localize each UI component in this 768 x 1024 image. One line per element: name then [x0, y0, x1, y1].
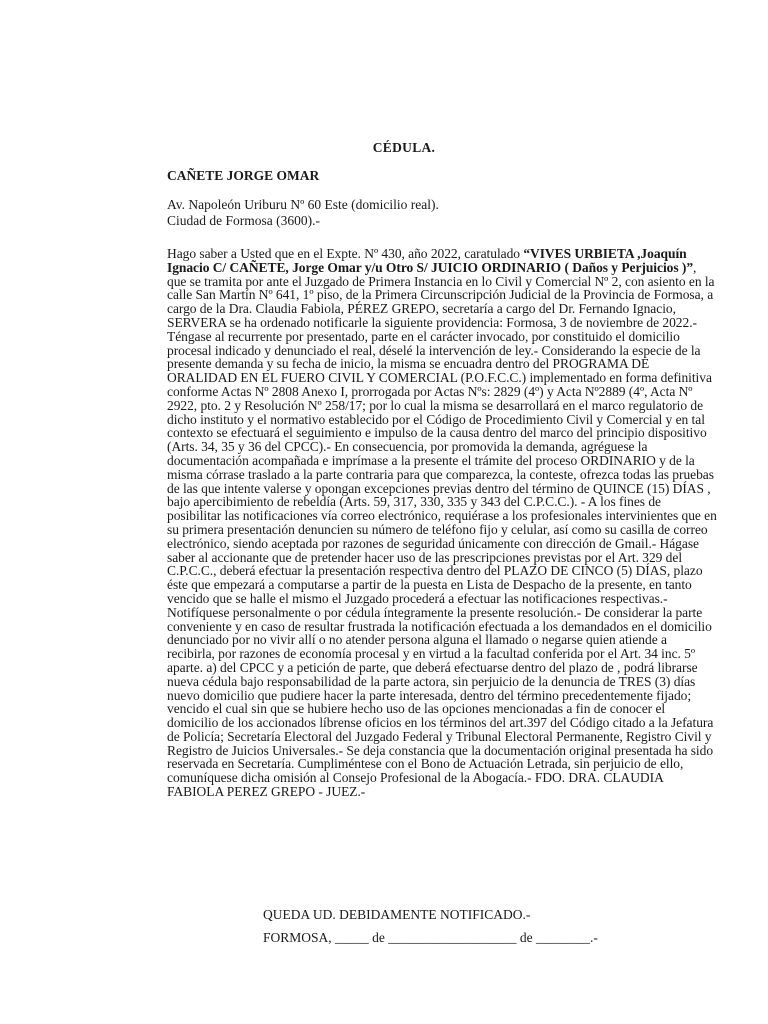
address-line-1: Av. Napoleón Uriburu Nº 60 Este (domicilio real).	[167, 197, 439, 212]
body-main-text: , que se tramita por ante el Juzgado de Primera Instancia en lo Civil y Comercial Nº 2, con asiento en la calle San Martín Nº 641, 1º piso, de la Primera Circunscripción Judicial de la Provincia de Formosa, a cargo de la Dra. Claudia Fabiola, PÉREZ GREPO, secretaría a cargo del Dr. Fernando Ignacio, SERVERA se ha ordenado notificarle la siguiente providencia: Formosa, 3 de noviembre de 2022.- Téngase al recurrente por presentado, parte en el carácter invocado, por constituido el domicilio procesal indicado y denunciado el real, déselé la intervención de ley.- Considerando la especie de la presente demanda y su fecha de inicio, la misma se encuadra dentro del PROGRAMA DE ORALIDAD EN EL FUERO CIVIL Y COMERCIAL (P.O.F.C.C.) implementado en forma definitiva conforme Actas Nº 2808 Anexo I, prorrogada por Actas Nºs: 2829 (4º) y Acta Nº2889 (4º, Acta Nº 2922, pto. 2 y Resolución Nº 258/17; por lo cual la misma se desarrollará en el marco regulatorio de dicho instituto y el normativo establecido por el Código de Procedimiento Civil y Comercial y en tal contexto se efectuará el seguimiento e impulso de la causa dentro del marco del principio dispositivo (Arts. 34, 35 y 36 del CPCC).- En consecuencia, por promovida la demanda, agréguese la documentación acompañada e imprímase a la presente el trámite del proceso ORDINARIO y de la misma córrase traslado a la parte contraria para que comparezca, la conteste, ofrezca todas las pruebas de las que intente valerse y opongan excepciones previas dentro del término de QUINCE (15) DÍAS , bajo apercibimiento de rebeldía (Arts. 59, 317, 330, 335 y 343 del C.P.C.C.). - A los fines de posibilitar las notificaciones vía correo electrónico, requiérase a los profesionales intervinientes que en su primera presentación denuncien su número de teléfono fijo y celular, así como su casilla de correo electrónico, siendo aceptada por razones de seguridad únicamente con dirección de Gmail.- Hágase saber al accionante que de pretender hacer uso de las prescripciones previstas por el Art. 329 del C.P.C.C., deberá efectuar la presentación respectiva dentro del PLAZO DE CINCO (5) DÍAS, plazo éste que empezará a computarse a partir de la puesta en Lista de Despacho de la presente, en tanto vencido que se halle el mismo el Juzgado procederá a efectuar las notificaciones respectivas.- Notifíquese personalmente o por cédula íntegramente la presente resolución.- De considerar la parte conveniente y en caso de resultar frustrada la notificación efectuada a los demandados en el domicilio denunciado por no vivir allí o no atender persona alguna el llamado o negarse quien atiende a recibirla, por razones de economía procesal y en virtud a la facultad conferida por el Art. 34 inc. 5º aparte. a) del CPCC y a petición de parte, que deberá efectuarse dentro del plazo de , podrá librarse nueva cédula bajo responsabilidad de la parte actora, sin perjuicio de la denuncia de TRES (3) días nuevo domicilio que pudiere hacer la parte interesada, dentro del término precedentemente fijado; vencido el cual sin que se hubiere hecho uso de las opciones mencionadas a fin de conocer el domicilio de los accionados líbrense oficios en los términos del art.397 del Código citado a la Jefatura de Policía; Secretaría Electoral del Juzgado Federal y Tribunal Electoral Permanente, Registro Civil y Registro de Juicios Universales.- Se deja constancia que la documentación original presentada ha sido reservada en Secretaría. Cumpliméntese con el Bono de Actuación Letrada, sin perjuicio de ello, comuníquese dicha omisión al Consejo Profesional de la Abogacía.- FDO. DRA. CLAUDIA FABIOLA PEREZ GREPO - JUEZ.-	[167, 259, 717, 800]
date-line: FORMOSA, _____ de ___________________ de ________.-	[263, 930, 598, 945]
notification-body	[167, 247, 717, 799]
address-block	[167, 197, 439, 229]
document-title: CÉDULA.	[372, 140, 436, 155]
body-intro: Hago saber a Usted que en el Expte. Nº 430, año 2022, caratulado	[167, 246, 524, 261]
notified-statement: QUEDA UD. DEBIDAMENTE NOTIFICADO.-	[263, 907, 531, 922]
address-line-2: Ciudad de Formosa (3600).-	[167, 213, 320, 228]
addressee-name: CAÑETE JORGE OMAR	[167, 168, 320, 183]
case-title: “VIVES URBIETA ,Joaquín Ignacio C/ CAÑETE, Jorge Omar y/u Otro S/ JUICIO ORDINARIO ( Daños y Perjuicios )”	[167, 246, 694, 275]
